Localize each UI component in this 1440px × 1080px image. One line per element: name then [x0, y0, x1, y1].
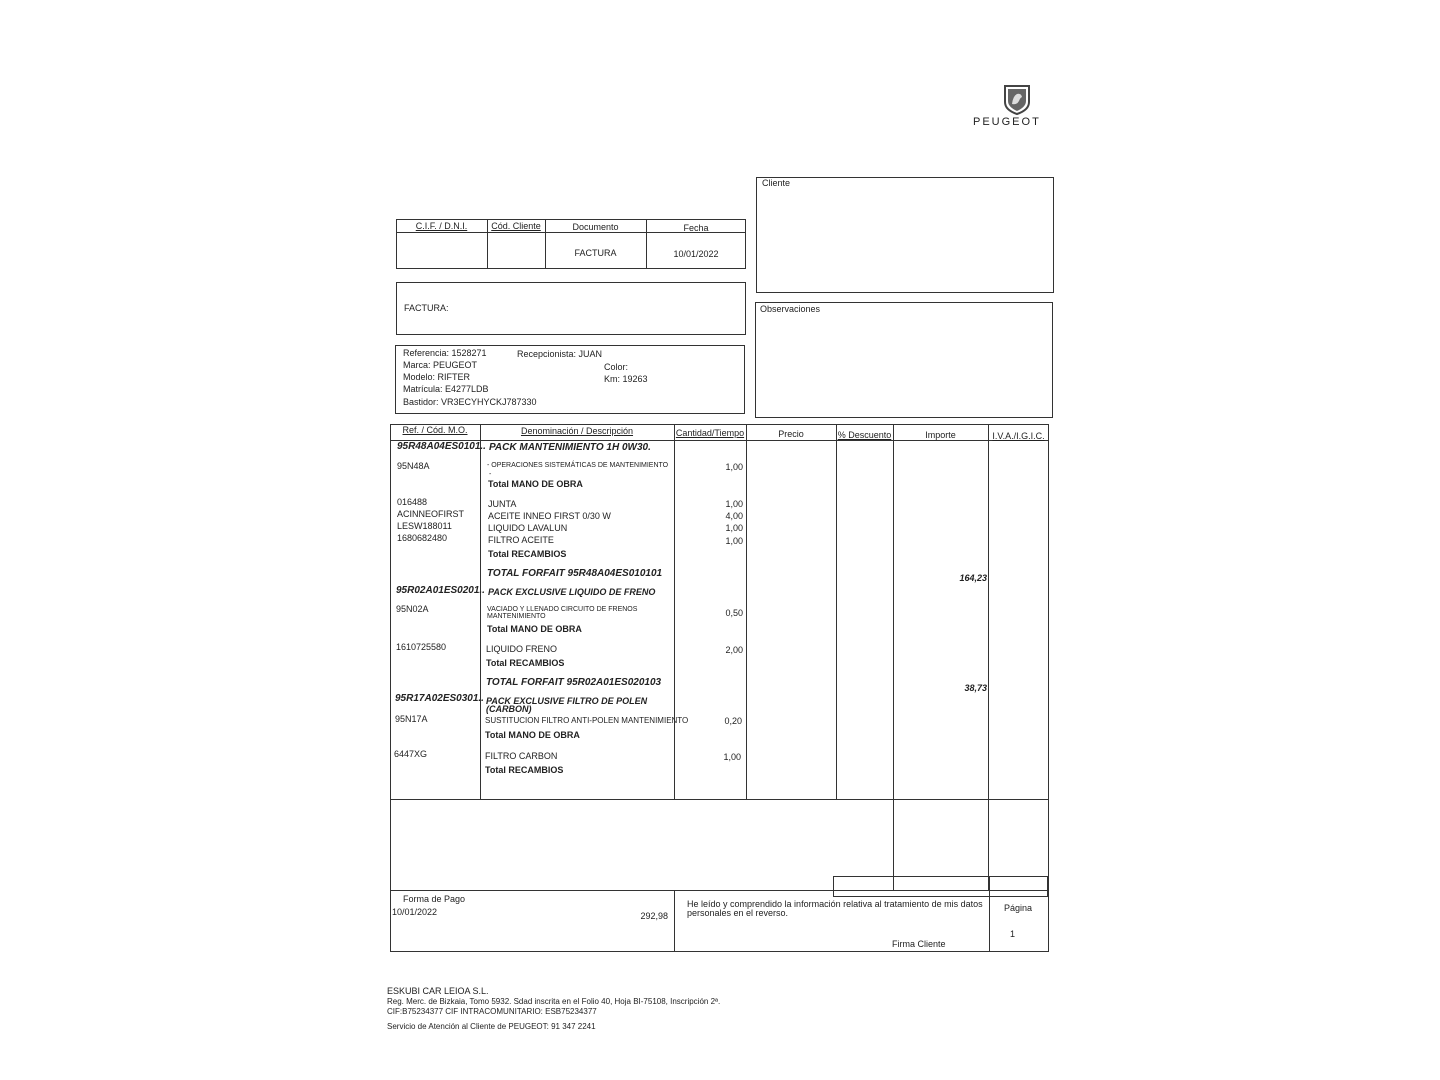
header-cod-cliente: Cód. Cliente	[491, 221, 541, 231]
forma-pago-label: Forma de Pago	[403, 894, 466, 904]
vehicle-marca: Marca: PEUGEOT	[403, 360, 478, 370]
table-row: 2,00	[725, 645, 743, 655]
col-ref: Ref. / Cód. M.O.	[402, 425, 468, 435]
privacy-text-1: He leído y comprendido la información relativa al tratamiento de mis datos	[687, 899, 983, 909]
observaciones-label: Observaciones	[760, 304, 821, 314]
col-cantidad: Cantidad/Tiempo	[675, 428, 745, 438]
table-row: FILTRO CARBON	[485, 751, 558, 761]
table-row: Total RECAMBIOS	[485, 765, 564, 775]
col-descripcion: Denominación / Descripción	[520, 426, 634, 436]
table-row: 95R17A02ES0301..	[395, 693, 484, 704]
table-row: 1,00	[725, 462, 743, 472]
table-row: 164,23	[959, 573, 987, 583]
table-row: JUNTA	[488, 499, 517, 509]
table-row: 4,00	[725, 511, 743, 521]
fecha-pago: 10/01/2022	[392, 907, 438, 917]
table-row: 1680682480	[397, 533, 448, 543]
company-registry: Reg. Merc. de Bizkaia, Tomo 5932. Sdad inscrita en el Folio 40, Hoja BI-75108, Inscripción 2ª.	[387, 997, 721, 1006]
table-row: LIQUIDO LAVALUN	[488, 523, 568, 533]
observaciones-box	[755, 302, 1053, 418]
vehicle-km: Km: 19263	[604, 374, 648, 384]
table-row: PACK MANTENIMIENTO 1H 0W30.	[489, 442, 651, 453]
table-row: SUSTITUCION FILTRO ANTI-POLEN MANTENIMIENTO	[485, 716, 689, 725]
table-row: Total RECAMBIOS	[486, 658, 565, 668]
table-row: PACK EXCLUSIVE FILTRO DE POLEN	[486, 696, 648, 706]
cliente-label: Cliente	[762, 178, 791, 188]
table-row: (CARBON)	[486, 704, 532, 714]
pagina-number: 1	[1010, 929, 1016, 939]
fecha-value: 10/01/2022	[673, 249, 719, 259]
col-precio: Precio	[778, 429, 804, 439]
table-row: -	[489, 471, 492, 478]
table-row: MANTENIMIENTO	[487, 613, 546, 620]
table-row: TOTAL FORFAIT 95R02A01ES020103	[486, 677, 662, 688]
firma-cliente: Firma Cliente	[892, 939, 946, 949]
factura-label: FACTURA:	[404, 303, 449, 313]
company-cif: CIF:B75234377 CIF INTRACOMUNITARIO: ESB75234377	[387, 1007, 597, 1016]
table-row: 38,73	[964, 683, 987, 693]
table-row: 6447XG	[394, 749, 428, 759]
total-amount: 292,98	[640, 911, 668, 921]
table-row: Total MANO DE OBRA	[485, 730, 580, 740]
table-row: 95N02A	[396, 604, 429, 614]
col-iva: I.V.A./I.G.I.C.	[992, 431, 1045, 441]
table-row: LIQUIDO FRENO	[486, 644, 558, 654]
customer-service: Servicio de Atención al Cliente de PEUGEOT: 91 347 2241	[387, 1022, 596, 1031]
table-row: Total MANO DE OBRA	[488, 479, 583, 489]
table-row: 1,00	[725, 499, 743, 509]
table-row: LESW188011	[397, 521, 452, 531]
documento-value: FACTURA	[574, 248, 617, 258]
header-cif: C.I.F. / D.N.I.	[415, 221, 468, 231]
table-row: TOTAL FORFAIT 95R48A04ES010101	[487, 568, 663, 579]
table-row: 95R02A01ES0201..	[396, 585, 485, 596]
vehicle-matricula: Matrícula: E4277LDB	[403, 384, 489, 394]
table-row: 0,50	[725, 608, 743, 618]
vehicle-color: Color:	[604, 362, 629, 372]
table-row: FILTRO ACEITE	[488, 535, 554, 545]
table-row: 1610725580	[396, 642, 447, 652]
vehicle-modelo: Modelo: RIFTER	[403, 372, 471, 382]
table-row: 1,00	[725, 523, 743, 533]
cliente-box	[756, 177, 1054, 293]
table-row: 95R48A04ES0101..	[397, 441, 486, 452]
table-row: 1,00	[723, 752, 741, 762]
table-row: 95N17A	[395, 714, 428, 724]
privacy-text-2: personales en el reverso.	[687, 908, 789, 918]
table-row: - OPERACIONES SISTEMÁTICAS DE MANTENIMIENTO	[487, 462, 669, 469]
table-row: PACK EXCLUSIVE LIQUIDO DE FRENO	[488, 587, 656, 597]
table-row: 016488	[397, 497, 428, 507]
lion-shield-icon	[1000, 82, 1034, 116]
company-name: ESKUBI CAR LEIOA S.L.	[387, 986, 489, 996]
table-row: 0,20	[724, 716, 742, 726]
totals-cells	[833, 876, 1048, 897]
header-documento: Documento	[572, 222, 619, 232]
vehicle-referencia: Referencia: 1528271	[403, 348, 487, 358]
table-row: Total RECAMBIOS	[488, 549, 567, 559]
table-row: VACIADO Y LLENADO CIRCUITO DE FRENOS	[487, 606, 638, 613]
vehicle-bastidor: Bastidor: VR3ECYHYCKJ787330	[403, 397, 537, 407]
col-importe: Importe	[925, 430, 956, 440]
peugeot-logo	[1000, 82, 1034, 116]
pagina-label: Página	[1004, 903, 1033, 913]
table-row: ACEITE INNEO FIRST 0/30 W	[488, 511, 611, 521]
col-descuento: % Descuento	[837, 430, 892, 440]
vehicle-recepcionista: Recepcionista: JUAN	[517, 349, 603, 359]
header-fecha: Fecha	[683, 223, 709, 233]
table-row: 1,00	[725, 536, 743, 546]
table-row: ACINNEOFIRST	[397, 509, 465, 519]
table-row: 95N48A	[397, 461, 430, 471]
table-row: Total MANO DE OBRA	[487, 624, 582, 634]
brand-name: PEUGEOT	[973, 116, 1041, 128]
